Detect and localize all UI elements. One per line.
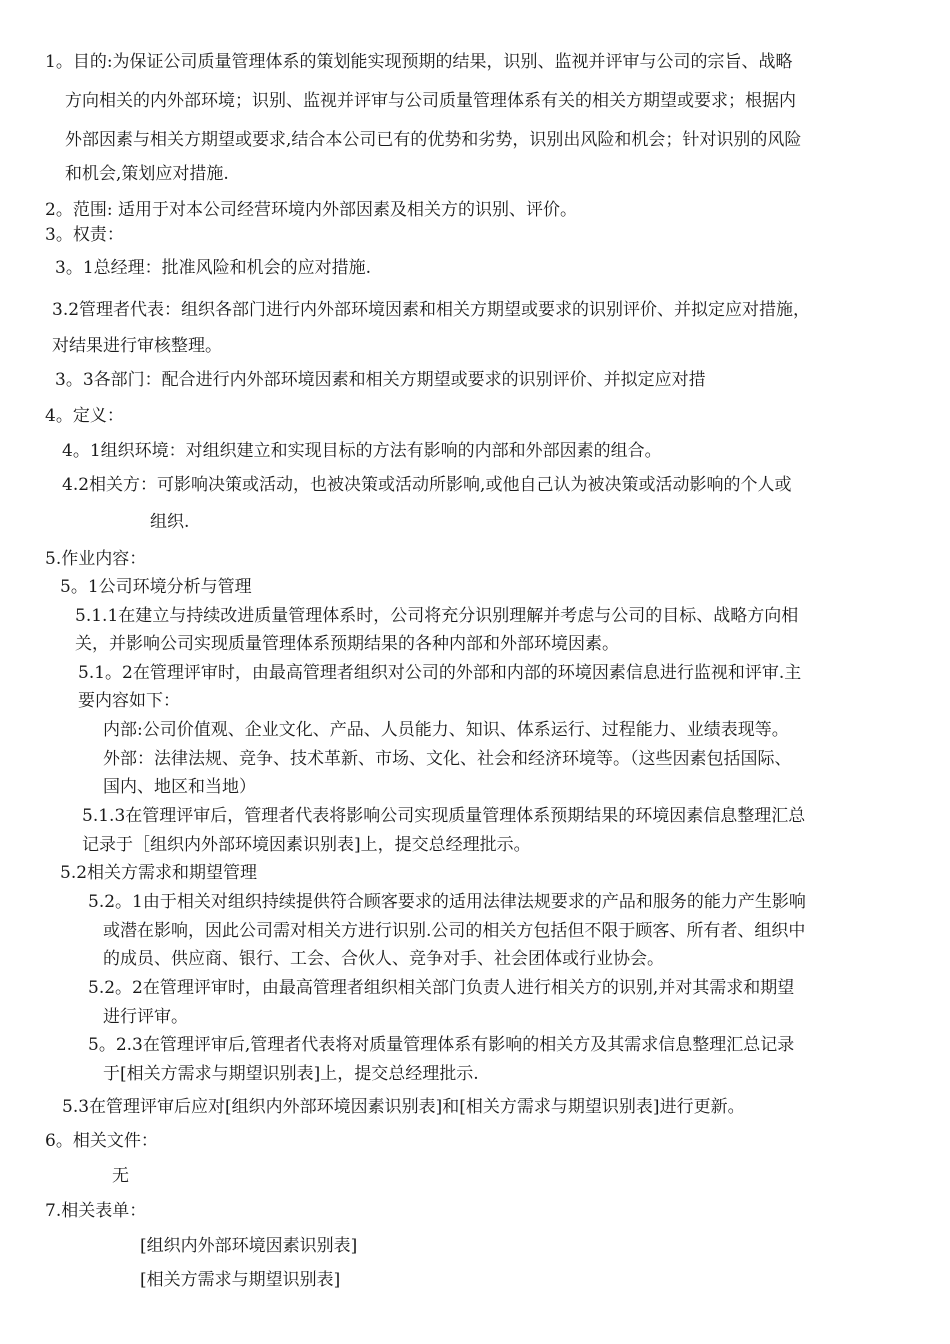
work-content-heading: 5.作业内容： — [45, 549, 147, 569]
related-docs-heading: 6。相关文件： — [45, 1131, 158, 1151]
form-stakeholder-expectations: [相关方需求与期望识别表] — [140, 1270, 341, 1290]
item-5-2-2-line-1: 5.2。2在管理评审时，由最高管理者组织相关部门负责人进行相关方的识别,并对其需求和期望 — [88, 978, 795, 998]
item-5-2-2-line-2: 进行评审。 — [103, 1007, 188, 1027]
item-5-1-2-line-1: 5.1。2在管理评审时，由最高管理者组织对公司的外部和内部的环境因素信息进行监视和评审.主 — [78, 663, 802, 683]
duty-3-3: 3。3各部门：配合进行内外部环境因素和相关方期望或要求的识别评价、并拟定应对措 — [55, 370, 706, 390]
section-5-1-heading: 5。1公司环境分析与管理 — [60, 577, 252, 597]
purpose-line-2: 方向相关的内外部环境；识别、监视并评审与公司质量管理体系有关的相关方期望或要求；根据内 — [65, 91, 796, 111]
duty-3-2-line-1: 3.2管理者代表：组织各部门进行内外部环境因素和相关方期望或要求的识别评价、并拟定应对措施， — [52, 300, 811, 320]
item-5-1-1-line-2: 关，并影响公司实现质量管理体系预期结果的各种内部和外部环境因素。 — [75, 634, 619, 654]
related-forms-heading: 7.相关表单： — [45, 1201, 147, 1221]
definition-4-2-line-2: 组织. — [150, 512, 190, 532]
section-5-2-heading: 5.2相关方需求和期望管理 — [60, 863, 258, 883]
duty-3-1: 3。1总经理：批准风险和机会的应对措施. — [55, 258, 372, 278]
duty-3-2-line-2: 对结果进行审核整理。 — [52, 336, 222, 356]
external-factors-line-1: 外部：法律法规、竞争、技术革新、市场、文化、社会和经济环境等。（这些因素包括国际、 — [103, 749, 792, 769]
item-5-2-3-line-1: 5。2.3在管理评审后,管理者代表将对质量管理体系有影响的相关方及其需求信息整理汇总记录 — [88, 1035, 795, 1055]
item-5-2-3-line-2: 于[相关方需求与期望识别表]上，提交总经理批示. — [103, 1064, 479, 1084]
item-5-2-1-line-2: 或潜在影响，因此公司需对相关方进行识别.公司的相关方包括但不限于顾客、所有者、组织中 — [103, 921, 806, 941]
item-5-1-3-line-1: 5.1.3在管理评审后，管理者代表将影响公司实现质量管理体系预期结果的环境因素信息整理汇总 — [82, 806, 806, 826]
form-environment-factors: [组织内外部环境因素识别表] — [140, 1236, 358, 1256]
item-5-2-1-line-3: 的成员、供应商、银行、工会、合伙人、竞争对手、社会团体或行业协会。 — [103, 949, 664, 969]
internal-factors: 内部:公司价值观、企业文化、产品、人员能力、知识、体系运行、过程能力、业绩表现等。 — [103, 720, 789, 740]
definition-4-2-line-1: 4.2相关方：可影响决策或活动，也被决策或活动所影响,或他自己认为被决策或活动影响的个人或 — [62, 475, 792, 495]
external-factors-line-2: 国内、地区和当地） — [103, 777, 256, 797]
related-docs-none: 无 — [112, 1166, 129, 1186]
item-5-3: 5.3在管理评审后应对[组织内外部环境因素识别表]和[相关方需求与期望识别表]进行更新。 — [62, 1097, 745, 1117]
purpose-line-3: 外部因素与相关方期望或要求,结合本公司已有的优势和劣势，识别出风险和机会；针对识别的风险 — [65, 130, 802, 150]
item-5-1-2-line-2: 要内容如下： — [78, 691, 180, 711]
item-5-1-1-line-1: 5.1.1在建立与持续改进质量管理体系时，公司将充分识别理解并考虑与公司的目标、战略方向相 — [75, 606, 799, 626]
item-5-1-3-line-2: 记录于［组织内外部环境因素识别表]上，提交总经理批示。 — [82, 835, 531, 855]
definition-4-1: 4。1组织环境：对组织建立和实现目标的方法有影响的内部和外部因素的组合。 — [62, 441, 662, 461]
purpose-line-4: 和机会,策划应对措施. — [65, 164, 229, 184]
scope-line: 2。范围: 适用于对本公司经营环境内外部因素及相关方的识别、评价。 — [45, 200, 577, 220]
purpose-line-1: 1。目的:为保证公司质量管理体系的策划能实现预期的结果，识别、监视并评审与公司的宗旨、战略 — [45, 52, 793, 72]
definitions-heading: 4。定义： — [45, 406, 124, 426]
duties-heading: 3。权责： — [45, 225, 124, 245]
item-5-2-1-line-1: 5.2。1由于相关对组织持续提供符合顾客要求的适用法律法规要求的产品和服务的能力产生影响 — [88, 892, 806, 912]
